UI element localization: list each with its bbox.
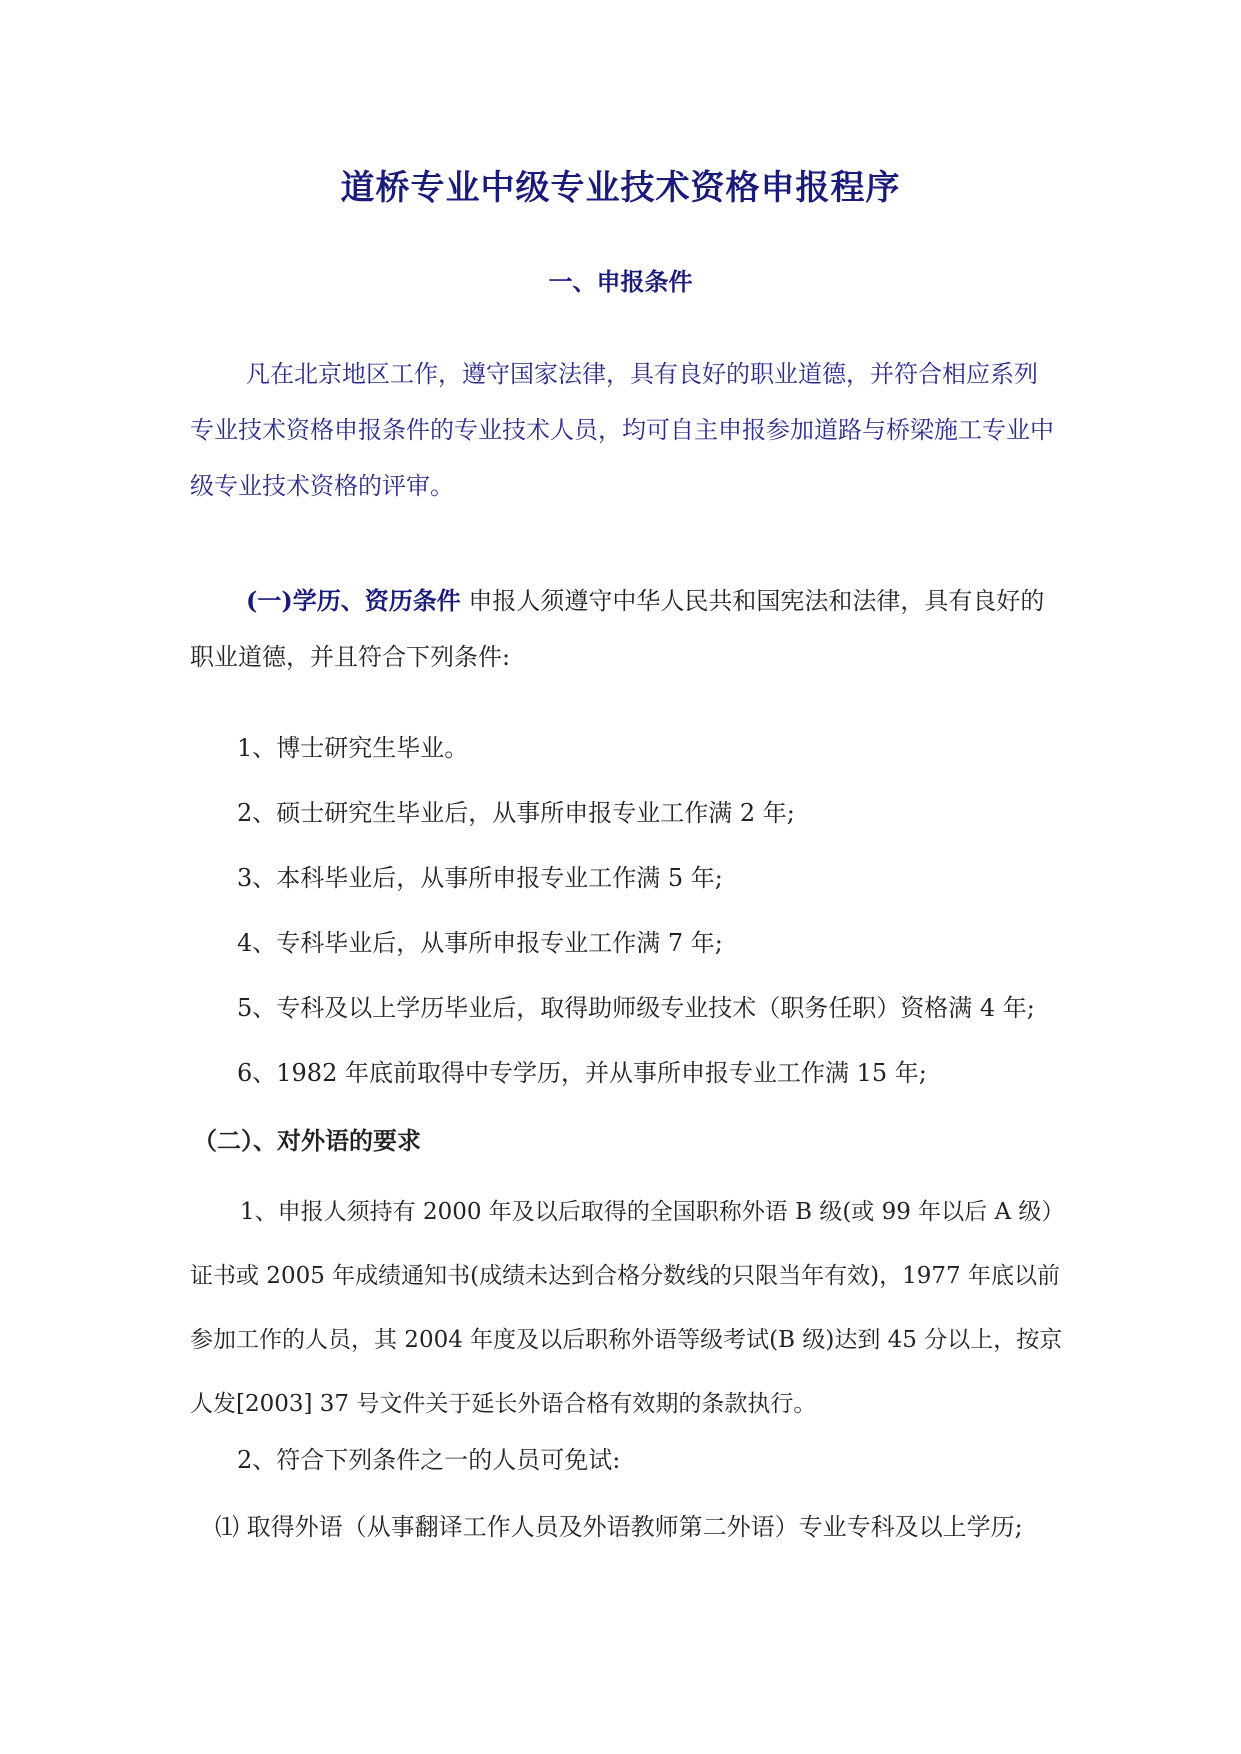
education-paragraph [190, 573, 1060, 685]
language-heading: （二）、对外语的要求 [193, 1126, 421, 1155]
intro-paragraph: 凡在北京地区工作，遵守国家法律，具有良好的职业道德，并符合相应系列专业技术资格申报条件的专业技术人员，均可自主申报参加道路与桥梁施工专业中级专业技术资格的评审。 [190, 360, 1054, 500]
education-heading: (一)学历、资历条件 [246, 586, 461, 615]
list-item: 5、专科及以上学历毕业后，取得助师级专业技术（职务任职）资格满 4 年; [237, 994, 1035, 1022]
list-item: 2、硕士研究生毕业后，从事所申报专业工作满 2 年; [237, 799, 795, 827]
list-item: 6、1982 年底前取得中专学历，并从事所申报专业工作满 15 年; [237, 1059, 927, 1087]
conditions-list [237, 728, 1067, 1118]
exempt-intro: 2、符合下列条件之一的人员可免试: [237, 1446, 621, 1474]
language-paragraph: 1、申报人须持有 2000 年及以后取得的全国职称外语 B 级(或 99 年以后 A 级）证书或 2005 年成绩通知书(成绩未达到合格分数线的只限当年有效)，1977 年底以前参加工作的人员，其 2004 年度及以后职称外语等级考试(B 级)达到 45 分以上，按京人发[2003] 37 号文件关于延长外语合格有效期的条款执行。 [190, 1199, 1065, 1417]
list-item: 4、专科毕业后，从事所申报专业工作满 7 年; [237, 929, 723, 957]
list-item: 3、本科毕业后，从事所申报专业工作满 5 年; [237, 864, 723, 892]
document-title: 道桥专业中级专业技术资格申报程序 [340, 168, 901, 208]
education-text: 申报人须遵守中华人民共和国宪法和法律，具有良好的职业道德，并且符合下列条件: [190, 587, 1045, 671]
exempt-item: ⑴ 取得外语（从事翻译工作人员及外语教师第二外语）专业专科及以上学历; [215, 1513, 1023, 1541]
section-heading-requirements: 一、申报条件 [548, 267, 693, 296]
list-item: 1、博士研究生毕业。 [237, 734, 469, 762]
